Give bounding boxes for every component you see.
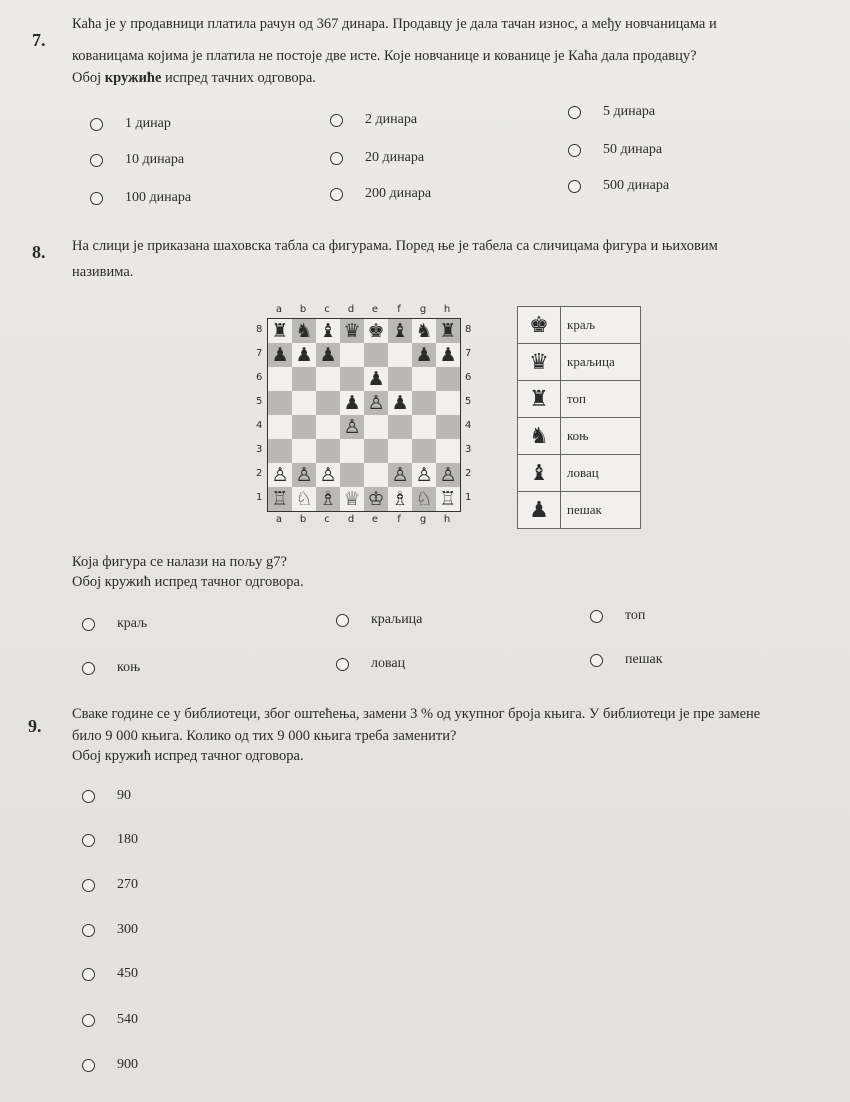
square-f3: [388, 439, 412, 463]
square-g2: ♙: [412, 463, 436, 487]
radio-circle-icon[interactable]: [82, 618, 95, 631]
square-c3: [316, 439, 340, 463]
square-h4: [436, 415, 460, 439]
radio-circle-icon[interactable]: [568, 180, 581, 193]
file-label-f: f: [397, 304, 401, 315]
square-h7: ♟: [436, 343, 460, 367]
square-c2: ♙: [316, 463, 340, 487]
square-b3: [292, 439, 316, 463]
file-label-e: e: [371, 304, 379, 315]
square-e3: [364, 439, 388, 463]
q8-option-rook[interactable]: топ: [590, 608, 645, 624]
square-d5: ♟: [340, 391, 364, 415]
square-g5: [412, 391, 436, 415]
q9-option-2[interactable]: 180: [82, 832, 138, 848]
q7-option-8[interactable]: 200 динара: [330, 186, 431, 202]
q7-option-5[interactable]: 20 динара: [330, 150, 424, 166]
file-label-d: d: [347, 514, 355, 525]
piece-name: краљица: [561, 344, 641, 381]
square-b2: ♙: [292, 463, 316, 487]
square-h5: [436, 391, 460, 415]
square-e2: [364, 463, 388, 487]
chess-piece-icon: ♞: [518, 418, 561, 455]
square-c4: [316, 415, 340, 439]
square-d2: [340, 463, 364, 487]
square-c6: [316, 367, 340, 391]
rank-label-2: 2: [256, 468, 263, 479]
rank-label-6: 6: [256, 372, 263, 383]
q8-instruction: Обој кружић испред тачног одговора.: [72, 574, 304, 590]
piece-name: топ: [561, 381, 641, 418]
radio-circle-icon[interactable]: [82, 790, 95, 803]
square-h3: [436, 439, 460, 463]
q9-option-3[interactable]: 270: [82, 877, 138, 893]
q7-number: 7.: [32, 30, 46, 50]
q7-option-9[interactable]: 500 динара: [568, 178, 669, 194]
rank-label-6: 6: [465, 372, 472, 383]
chess-piece-icon: ♚: [518, 307, 561, 344]
rank-label-1: 1: [256, 492, 263, 503]
square-f2: ♙: [388, 463, 412, 487]
square-a2: ♙: [268, 463, 292, 487]
q9-option-7[interactable]: 900: [82, 1057, 138, 1073]
square-d6: [340, 367, 364, 391]
legend-row: [518, 418, 641, 455]
radio-circle-icon[interactable]: [330, 188, 343, 201]
square-e4: [364, 415, 388, 439]
rank-label-1: 1: [465, 492, 472, 503]
q9-option-4[interactable]: 300: [82, 922, 138, 938]
square-h8: ♜: [436, 319, 460, 343]
q9-text-line1: Сваке године се у библиотеци, због оштећења, замени 3 % од укупног броја књига. У библиотеци је пре замене: [72, 706, 761, 722]
rank-label-3: 3: [256, 444, 263, 455]
square-g4: [412, 415, 436, 439]
radio-circle-icon[interactable]: [330, 152, 343, 165]
rank-label-7: 7: [465, 348, 472, 359]
q8-option-queen[interactable]: краљица: [336, 612, 422, 628]
file-label-h: h: [443, 514, 451, 525]
square-h6: [436, 367, 460, 391]
radio-circle-icon[interactable]: [82, 834, 95, 847]
rank-label-3: 3: [465, 444, 472, 455]
radio-circle-icon[interactable]: [568, 106, 581, 119]
q8-option-bishop[interactable]: ловац: [336, 656, 405, 672]
square-d4: ♙: [340, 415, 364, 439]
legend-row: [518, 344, 641, 381]
file-label-h: h: [443, 304, 451, 315]
chess-piece-icon: ♟: [518, 492, 561, 529]
square-f4: [388, 415, 412, 439]
q7-text-line2: кованицама којима је платила не постоје две исте. Које новчанице и кованице је Каћа дала продавцу?: [72, 48, 697, 64]
q8-text-line2: називима.: [72, 264, 134, 280]
rank-label-4: 4: [256, 420, 263, 431]
radio-circle-icon[interactable]: [336, 658, 349, 671]
square-d1: ♕: [340, 487, 364, 511]
square-f6: [388, 367, 412, 391]
piece-name: пешак: [561, 492, 641, 529]
chess-piece-icon: ♝: [518, 455, 561, 492]
q7-text-line1: Каћа је у продавници платила рачун од 367 динара. Продавцу је дала тачан износ, а међу новчаницама и: [72, 16, 717, 32]
chess-piece-icon: ♛: [518, 344, 561, 381]
piece-legend-table: [517, 306, 641, 529]
rank-label-4: 4: [465, 420, 472, 431]
piece-name: коњ: [561, 418, 641, 455]
square-g6: [412, 367, 436, 391]
q7-option-3[interactable]: 5 динара: [568, 104, 655, 120]
square-g7: ♟: [412, 343, 436, 367]
file-label-c: c: [324, 304, 330, 315]
file-label-d: d: [347, 304, 355, 315]
square-f7: [388, 343, 412, 367]
rank-label-8: 8: [256, 324, 263, 335]
q8-question: Која фигура се налази на пољу g7?: [72, 554, 287, 570]
square-h2: ♙: [436, 463, 460, 487]
rank-label-2: 2: [465, 468, 472, 479]
radio-circle-icon[interactable]: [90, 154, 103, 167]
q7-instruction: Обој кружиће испред тачних одговора.: [72, 70, 316, 86]
square-e8: ♚: [364, 319, 388, 343]
rank-label-7: 7: [256, 348, 263, 359]
q9-option-1[interactable]: 90: [82, 788, 131, 804]
square-a7: ♟: [268, 343, 292, 367]
file-label-b: b: [299, 304, 307, 315]
chessboard-figure: [253, 304, 478, 530]
q9-number: 9.: [28, 716, 42, 736]
q7-option-7[interactable]: 100 динара: [90, 190, 191, 206]
file-label-g: g: [419, 304, 427, 315]
radio-circle-icon[interactable]: [82, 879, 95, 892]
square-g1: ♘: [412, 487, 436, 511]
legend-row: [518, 307, 641, 344]
square-b7: ♟: [292, 343, 316, 367]
q9-option-6[interactable]: 540: [82, 1012, 138, 1028]
radio-circle-icon[interactable]: [82, 1059, 95, 1072]
chessboard: [267, 318, 461, 512]
file-label-b: b: [299, 514, 307, 525]
piece-name: ловац: [561, 455, 641, 492]
legend-row: [518, 381, 641, 418]
chess-piece-icon: ♜: [518, 381, 561, 418]
square-c5: [316, 391, 340, 415]
q9-instruction: Обој кружић испред тачног одговора.: [72, 748, 304, 764]
radio-circle-icon[interactable]: [590, 654, 603, 667]
square-a1: ♖: [268, 487, 292, 511]
square-e5: ♙: [364, 391, 388, 415]
square-b8: ♞: [292, 319, 316, 343]
square-g8: ♞: [412, 319, 436, 343]
square-b1: ♘: [292, 487, 316, 511]
square-d3: [340, 439, 364, 463]
radio-circle-icon[interactable]: [336, 614, 349, 627]
piece-name: краљ: [561, 307, 641, 344]
q7-option-2[interactable]: 2 динара: [330, 112, 417, 128]
square-d8: ♛: [340, 319, 364, 343]
square-d7: [340, 343, 364, 367]
file-label-f: f: [397, 514, 401, 525]
square-e1: ♔: [364, 487, 388, 511]
square-a3: [268, 439, 292, 463]
square-c1: ♗: [316, 487, 340, 511]
square-f1: ♗: [388, 487, 412, 511]
square-a5: [268, 391, 292, 415]
q7-option-6[interactable]: 50 динара: [568, 142, 662, 158]
q8-option-pawn[interactable]: пешак: [590, 652, 663, 668]
q8-option-king[interactable]: краљ: [82, 616, 147, 632]
square-a4: [268, 415, 292, 439]
legend-row: [518, 455, 641, 492]
square-a8: ♜: [268, 319, 292, 343]
q9-option-5[interactable]: 450: [82, 966, 138, 982]
q8-text-line1: На слици је приказана шаховска табла са фигурама. Поред ње је табела са сличицама фигура и њиховим: [72, 238, 718, 254]
q7-option-4[interactable]: 10 динара: [90, 152, 184, 168]
square-h1: ♖: [436, 487, 460, 511]
radio-circle-icon[interactable]: [590, 610, 603, 623]
radio-circle-icon[interactable]: [82, 968, 95, 981]
square-c7: ♟: [316, 343, 340, 367]
legend-row: [518, 492, 641, 529]
file-label-a: a: [275, 514, 283, 525]
radio-circle-icon[interactable]: [568, 144, 581, 157]
file-label-c: c: [324, 514, 330, 525]
q7-option-1[interactable]: 1 динар: [90, 116, 171, 132]
rank-label-5: 5: [465, 396, 472, 407]
radio-circle-icon[interactable]: [90, 118, 103, 131]
square-b4: [292, 415, 316, 439]
radio-circle-icon[interactable]: [82, 1014, 95, 1027]
file-label-g: g: [419, 514, 427, 525]
square-a6: [268, 367, 292, 391]
radio-circle-icon[interactable]: [90, 192, 103, 205]
square-e7: [364, 343, 388, 367]
square-e6: ♟: [364, 367, 388, 391]
rank-label-8: 8: [465, 324, 472, 335]
square-b6: [292, 367, 316, 391]
square-c8: ♝: [316, 319, 340, 343]
file-label-a: a: [275, 304, 283, 315]
square-b5: [292, 391, 316, 415]
radio-circle-icon[interactable]: [82, 924, 95, 937]
square-f8: ♝: [388, 319, 412, 343]
q8-number: 8.: [32, 242, 46, 262]
square-g3: [412, 439, 436, 463]
q9-text-line2: било 9 000 књига. Колико од тих 9 000 књига треба заменити?: [72, 728, 457, 744]
radio-circle-icon[interactable]: [82, 662, 95, 675]
square-f5: ♟: [388, 391, 412, 415]
q8-option-knight[interactable]: коњ: [82, 660, 140, 676]
radio-circle-icon[interactable]: [330, 114, 343, 127]
file-label-e: e: [371, 514, 379, 525]
rank-label-5: 5: [256, 396, 263, 407]
